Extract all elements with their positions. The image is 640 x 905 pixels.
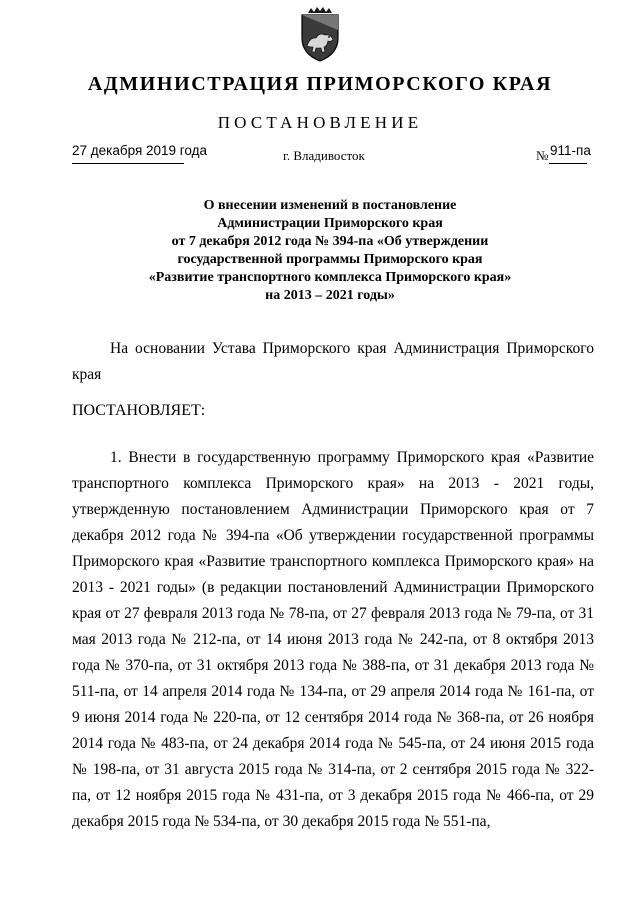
- number-underline: [549, 163, 587, 164]
- subject-line: «Развитие транспортного комплекса Приморского края»: [148, 270, 512, 285]
- subject-line: государственной программы Приморского края: [177, 252, 483, 267]
- coat-of-arms-icon: [298, 6, 342, 62]
- subject-line: Администрации Приморского края: [217, 216, 443, 231]
- date-underline: [72, 163, 184, 164]
- document-number: 911-па: [550, 143, 591, 158]
- subject-line: О внесении изменений в постановление: [203, 198, 457, 213]
- document-subject: [100, 197, 560, 305]
- subject-line: от 7 декабря 2012 года № 394-па «Об утверждении: [171, 234, 489, 249]
- resolves-heading: ПОСТАНОВЛЯЕТ:: [72, 402, 206, 419]
- item-1-paragraph: 1. Внести в государственную программу Приморского края «Развитие транспортного комплекса Приморского края» на 2013 - 2021 годы, утвержденную постановлением Администрации Приморского края от 7 декабря 2012 года № 394-па «Об утверждении государственной программы Приморского края «Развитие транспортного комплекса Приморского края» на 2013 - 2021 годы» (в редакции постановлений Администрации Приморского края от 27 февраля 2013 года № 78-па, от 27 февраля 2013 года № 79-па, от 31 мая 2013 года № 212-па, от 14 июня 2013 года № 242-па, от 8 октября 2013 года № 370-па, от 31 октября 2013 года № 388-па, от 31 декабря 2013 года № 511-па, от 14 апреля 2014 года № 134-па, от 29 апреля 2014 года № 161-па, от 9 июня 2014 года № 220-па, от 12 сентября 2014 года № 368-па, от 26 ноября 2014 года № 483-па, от 24 декабря 2014 года № 545-па, от 24 июня 2015 года № 198-па, от 31 августа 2015 года № 314-па, от 2 сентября 2015 года № 322-па, от 12 ноября 2015 года № 431-па, от 3 декабря 2015 года № 466-па, от 29 декабря 2015 года № 534-па, от 30 декабря 2015 года № 551-па,: [72, 449, 594, 830]
- basis-paragraph: На основании Устава Приморского края Администрация Приморского края: [72, 340, 594, 383]
- document-city: г. Владивосток: [283, 148, 365, 163]
- document-date: 27 декабря 2019 года: [72, 143, 208, 158]
- document-type: ПОСТАНОВЛЕНИЕ: [217, 113, 423, 132]
- number-sign: №: [536, 148, 549, 163]
- org-title: АДМИНИСТРАЦИЯ ПРИМОРСКОГО КРАЯ: [87, 73, 553, 95]
- subject-line: на 2013 – 2021 годы»: [265, 288, 395, 303]
